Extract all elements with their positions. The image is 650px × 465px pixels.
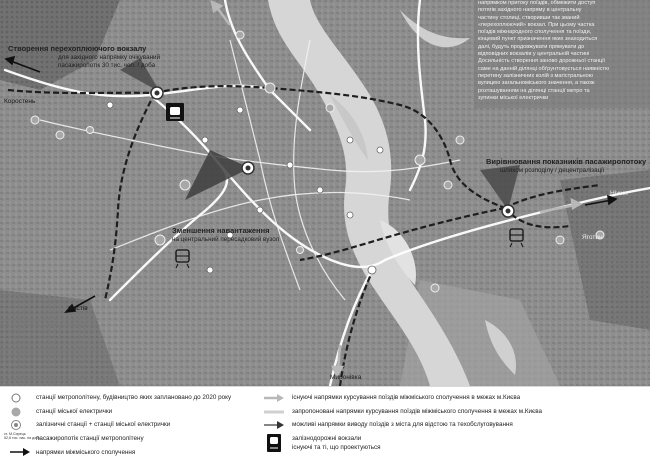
description-line: перетину залізничних колій з магістральною — [478, 72, 593, 79]
legend-planned-metro: станції метрополітену, будівництво яких заплановано до 2020 року — [36, 394, 232, 401]
description-line: кінцевий пункт призначення яких знаходиться — [478, 36, 598, 43]
description-line: розташуванням на ділянці станції метро та — [478, 87, 590, 94]
city-fastiv: Фастів — [68, 305, 88, 312]
planned-metro-station-symbol — [10, 392, 22, 404]
description-line: поїздів міжнародного сполучення та поїзди, — [478, 29, 592, 36]
city-korosten: Коростень — [4, 98, 36, 105]
existing-route-symbol — [262, 393, 286, 403]
mini-sub: 52,6 тис. пас. на добу — [4, 436, 41, 440]
reduce-title: Зменшення навантаження — [172, 226, 270, 235]
intercept-title: Створення перехоплюючого вокзалу — [8, 44, 147, 53]
description-line: зупинки міської електрички — [478, 94, 549, 101]
city-nizhyn: Ніжин — [610, 190, 628, 197]
railway-station-icon — [266, 433, 282, 453]
train-station-icon — [166, 103, 184, 121]
description-line: далі, будуть продовжувати прямувати до — [478, 43, 585, 50]
city-train-station-symbol — [10, 406, 22, 418]
mini-label: ст. М.Сирець — [4, 432, 26, 436]
description-line: частину столиці, створивши так званий — [478, 14, 580, 21]
city-yahotyn: Яготин — [582, 234, 603, 241]
legend-railway-stations-sub: існуючі та ті, що проектуються — [292, 444, 381, 451]
balance-subtitle: шляхом розподілу / децентралізації — [500, 167, 605, 174]
legend-proposed-routes: запропоновані напрямки курсування поїздів міжміського сполучення в межах м.Києва — [292, 408, 543, 415]
intercity-direction-symbol — [8, 447, 32, 457]
description-line: вулицею загальноміського значення, а також — [478, 80, 595, 87]
description-line: саме на данній ділянці обґрунтовується наявністю — [478, 65, 610, 72]
proposed-route-symbol — [262, 407, 286, 417]
service-route-symbol — [262, 420, 286, 430]
rail-station-symbol — [10, 419, 22, 431]
intercept-subtitle: пасажиропотік 30 тис. чол. / доба — [58, 62, 156, 69]
legend-rail-station: залізничні станції + станції міської електрички — [36, 421, 171, 428]
legend-metro-flow: пасажиропотік станції метрополітену — [36, 435, 144, 442]
description-line: напрямком притоку поїздів, обмежити доступ — [478, 0, 596, 6]
legend-city-train: станції міської електрички — [36, 408, 113, 415]
legend-railway-stations: залізнодорожні вокзали — [292, 435, 362, 442]
reduce-subtitle: на центральний пересадковий вузол — [172, 236, 280, 243]
description-line: «перехоплюючий» вокзал. При цьому частка — [478, 21, 595, 28]
intercept-subtitle: для західного напрямку очікуваний — [58, 54, 161, 61]
description-line: відповідних вокзалів у центральній частині — [478, 51, 590, 58]
mini-metro-flow-sample — [4, 432, 40, 440]
description-line: потягів західного напряму в центральну — [478, 7, 582, 14]
legend-service-routes: можливі напрямки виводу поїздів з міста для відстою та техобслуговування — [292, 421, 513, 428]
balance-title: Вирівнювання показників пасажиропотоку — [486, 157, 647, 166]
city-myronivka: Миронівка — [330, 374, 362, 381]
legend-existing-routes: існуючі напрямки курсування поїздів міжміського сполучення в межах м.Києва — [292, 394, 521, 401]
description-line: Досильність створення заново дорожньої станції — [478, 58, 606, 65]
legend-intercity-direction: напрямки міжміського сполучення — [36, 449, 136, 456]
legend — [0, 386, 650, 465]
description-text — [478, 0, 646, 102]
